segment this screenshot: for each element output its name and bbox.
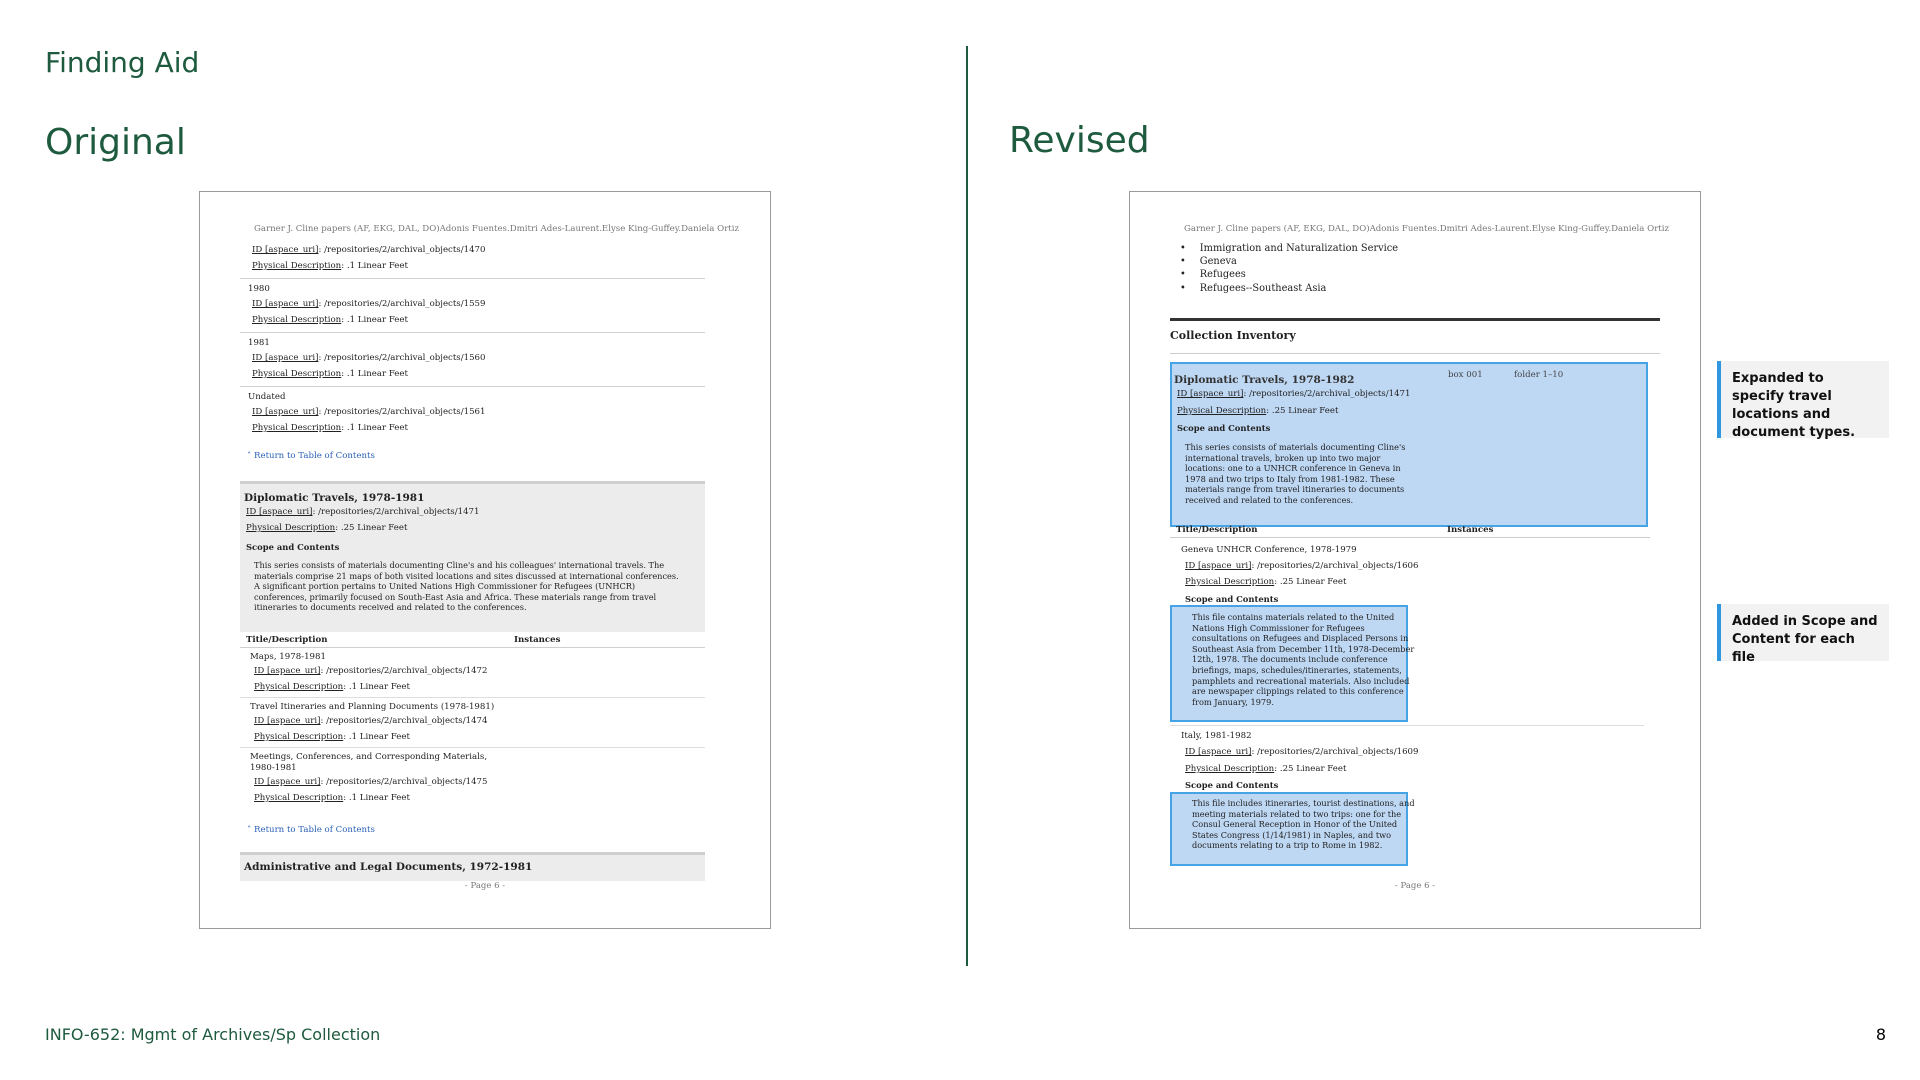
physical-description-line: Physical Description: .1 Linear Feet	[254, 732, 410, 742]
id-line: ID [aspace_uri]: /repositories/2/archival_objects/1606	[1185, 561, 1419, 571]
list-item: • Immigration and Naturalization Service	[1180, 242, 1398, 255]
scope-text: This file includes itineraries, tourist destinations, and meeting materials related to two trips: one for the Consul General Reception in Honor of the United States Congress (1/14/1981) in Naples, and two documents relating to a trip to Rome in 1982.	[1192, 798, 1415, 851]
scope-heading: Scope and Contents	[1185, 594, 1279, 604]
series-title: Diplomatic Travels, 1978-1981	[244, 492, 425, 504]
physical-description-line: Physical Description: .1 Linear Feet	[254, 793, 410, 803]
section-rule	[1170, 318, 1660, 321]
entry-list	[240, 242, 705, 440]
id-line: ID [aspace_uri]: /repositories/2/archival_objects/1471	[246, 507, 480, 517]
subject-list	[1180, 242, 1398, 295]
series-title: Diplomatic Travels, 1978-1982	[1174, 374, 1355, 386]
slide-title: Finding Aid	[45, 46, 200, 79]
original-heading: Original	[45, 122, 186, 163]
list-item	[240, 386, 705, 440]
file-title: Italy, 1981-1982	[1181, 731, 1252, 741]
list-item: • Geneva	[1180, 255, 1398, 268]
list-item	[240, 278, 705, 332]
item-title: Meetings, Conferences, and Corresponding Materials, 1980-1981	[250, 752, 488, 773]
physical-description-line: Physical Description: .1 Linear Feet	[252, 423, 408, 433]
divider	[1170, 725, 1644, 726]
id-line: ID [aspace_uri]: /repositories/2/archival_objects/1560	[252, 353, 486, 363]
item-title: Maps, 1978-1981	[250, 652, 326, 662]
doc-page-label: - Page 6 -	[1394, 881, 1436, 891]
id-line: ID [aspace_uri]: /repositories/2/archival_objects/1559	[252, 299, 486, 309]
column-header-instances: Instances	[1447, 525, 1494, 535]
entry-date: 1980	[248, 284, 270, 294]
physical-description-line: Physical Description: .25 Linear Feet	[246, 523, 408, 533]
callout-expanded-series: Expanded to specify travel locations and document types.	[1717, 361, 1889, 438]
physical-description-line: Physical Description: .1 Linear Feet	[252, 369, 408, 379]
list-item: • Refugees--Southeast Asia	[1180, 282, 1398, 295]
list-item	[240, 332, 705, 386]
doc-header: Garner J. Cline papers (AF, EKG, DAL, DO)Adonis Fuentes.Dmitri Ades-Laurent.Elyse King-Guffey.Daniela Ortiz	[1184, 224, 1670, 234]
table-header	[240, 629, 705, 648]
column-header-title: Title/Description	[246, 635, 328, 645]
list-item: • Refugees	[1180, 268, 1398, 281]
folder-range: folder 1–10	[1514, 370, 1564, 380]
item-title: Travel Itineraries and Planning Documents (1978-1981)	[250, 702, 495, 712]
table-header	[1170, 525, 1650, 538]
table-row	[240, 648, 705, 698]
return-to-toc-link[interactable]: ˄ Return to Table of Contents	[247, 451, 375, 461]
id-line: ID [aspace_uri]: /repositories/2/archival_objects/1475	[254, 777, 488, 787]
collection-inventory-title: Collection Inventory	[1170, 329, 1296, 342]
next-series-title: Administrative and Legal Documents, 1972-1981	[244, 861, 533, 873]
scope-heading: Scope and Contents	[246, 542, 340, 552]
callout-added-scope: Added in Scope and Content for each file	[1717, 604, 1889, 661]
physical-description-line: Physical Description: .25 Linear Feet	[1185, 764, 1347, 774]
physical-description-line: Physical Description: .25 Linear Feet	[1185, 577, 1347, 587]
scope-heading: Scope and Contents	[1177, 423, 1271, 433]
scope-text: This file contains materials related to the United Nations High Commissioner for Refugees consultations on Refugees and Displaced Persons in Southeast Asia from December 11th, 1978-December 12th, 1978. The documents include conference briefings, maps, schedules/itineraries, statements, pamphlets and recreational materials. Also included are newspaper clippings related to this conference from January, 1979.	[1192, 612, 1415, 707]
entry-date: Undated	[248, 392, 286, 402]
physical-description-line: Physical Description: .25 Linear Feet	[1177, 406, 1339, 416]
scope-text: This series consists of materials documenting Cline's and his colleagues' international travels. The materials comprise 21 maps of both visited locations and sites discussed at international conferences. A significant portion pertains to United Nations High Commissioner for Refugees (UNHCR) conferences, primarily focused on South-East Asia and Africa. These materials range from travel itineraries to documents received and related to the conferences.	[254, 560, 679, 613]
revised-heading: Revised	[1009, 120, 1150, 161]
id-line: ID [aspace_uri]: /repositories/2/archival_objects/1561	[252, 407, 486, 417]
inventory-table	[240, 629, 705, 808]
id-line: ID [aspace_uri]: /repositories/2/archival_objects/1470	[252, 245, 486, 255]
revised-finding-aid-page	[1129, 191, 1701, 929]
physical-description-line: Physical Description: .1 Linear Feet	[252, 261, 408, 271]
slide-page-number: 8	[1875, 1025, 1886, 1044]
id-line: ID [aspace_uri]: /repositories/2/archival_objects/1609	[1185, 747, 1419, 757]
column-header-instances: Instances	[514, 635, 561, 645]
divider	[1170, 353, 1660, 354]
scope-heading: Scope and Contents	[1185, 780, 1279, 790]
doc-page-label: - Page 6 -	[464, 881, 506, 891]
vertical-divider	[966, 46, 968, 966]
entry-date: 1981	[248, 338, 270, 348]
box-number: box 001	[1448, 370, 1483, 380]
physical-description-line: Physical Description: .1 Linear Feet	[254, 682, 410, 692]
doc-header: Garner J. Cline papers (AF, EKG, DAL, DO)Adonis Fuentes.Dmitri Ades-Laurent.Elyse King-Guffey.Daniela Ortiz	[254, 224, 740, 234]
id-line: ID [aspace_uri]: /repositories/2/archival_objects/1471	[1177, 389, 1411, 399]
file-title: Geneva UNHCR Conference, 1978-1979	[1181, 545, 1357, 555]
return-to-toc-link[interactable]: ˄ Return to Table of Contents	[247, 825, 375, 835]
footer-course-label: INFO-652: Mgmt of Archives/Sp Collection	[45, 1025, 381, 1044]
scope-text: This series consists of materials documenting Cline's international travels, broken up into two major locations: one to a UNHCR conference in Geneva in 1978 and two trips to Italy from 1981-1982. These materials range from travel itineraries to documents received and related to the conferences.	[1185, 442, 1406, 505]
original-finding-aid-page	[199, 191, 771, 929]
id-line: ID [aspace_uri]: /repositories/2/archival_objects/1474	[254, 716, 488, 726]
table-row	[240, 748, 705, 808]
series-block	[240, 481, 705, 632]
next-series-header	[240, 852, 705, 881]
table-row	[240, 698, 705, 748]
column-header-title: Title/Description	[1176, 525, 1258, 535]
list-item	[240, 242, 705, 278]
id-line: ID [aspace_uri]: /repositories/2/archival_objects/1472	[254, 666, 488, 676]
physical-description-line: Physical Description: .1 Linear Feet	[252, 315, 408, 325]
